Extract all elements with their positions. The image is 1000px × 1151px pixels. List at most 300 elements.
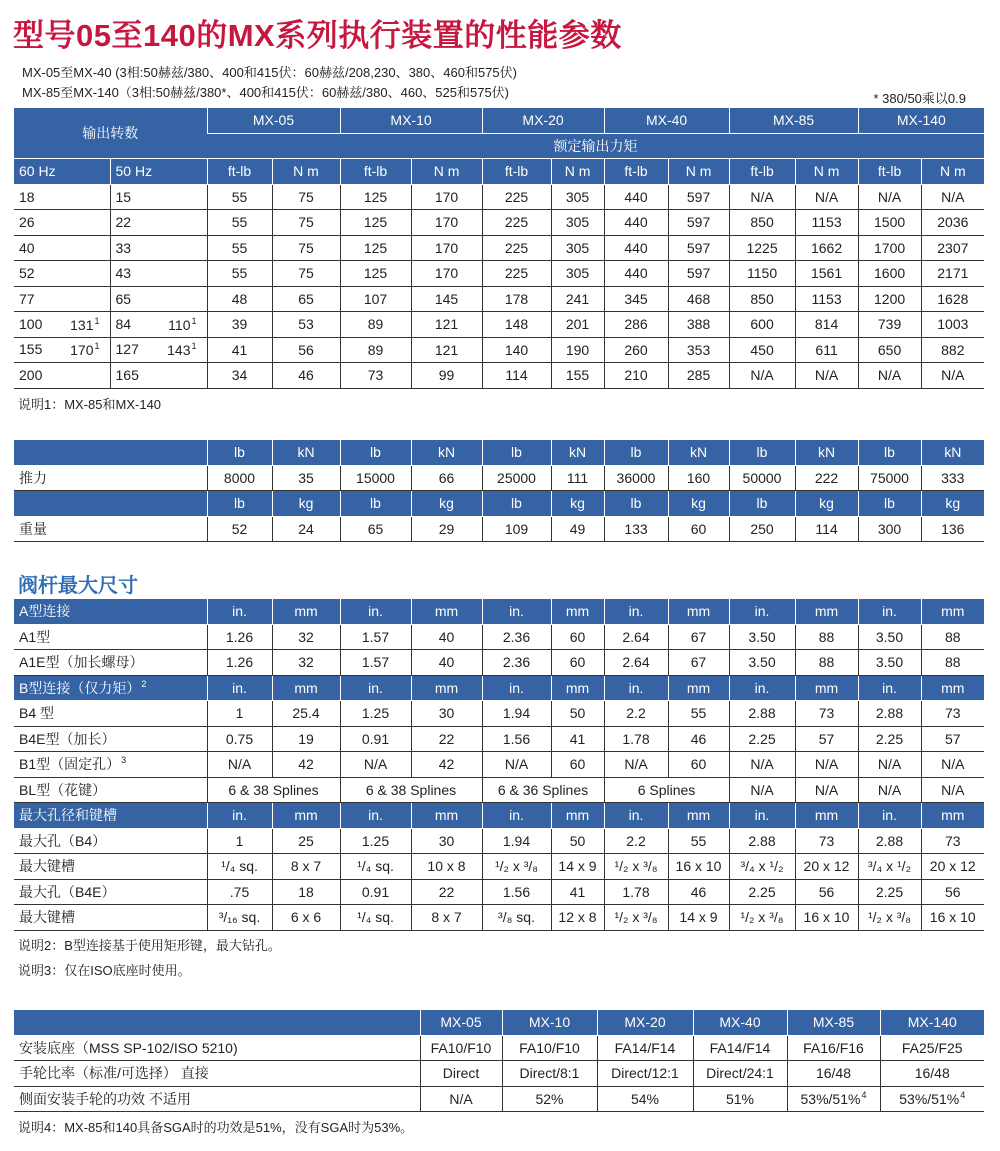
- table-cell: [787, 1035, 880, 1061]
- cell-text: mm: [434, 603, 459, 620]
- table-cell: [482, 701, 551, 727]
- row-label-cell: [14, 1035, 420, 1061]
- cell-text: 345: [624, 290, 648, 307]
- table-cell: [795, 726, 858, 752]
- table-cell: [921, 726, 984, 752]
- table-cell: [551, 235, 604, 261]
- cell-text: 39: [231, 316, 248, 333]
- table-cell: [858, 879, 921, 905]
- cell-text: 18: [298, 883, 314, 900]
- cell-text: in.: [628, 603, 644, 620]
- section-title-stem-dimensions: 阀杆最大尺寸: [18, 575, 138, 597]
- table-cell: [668, 650, 729, 676]
- cell-text: MX-85: [772, 112, 815, 129]
- table-cell: [795, 752, 858, 778]
- cell-text: 57: [944, 730, 961, 747]
- cell-text: in.: [882, 679, 897, 696]
- table-cell: [272, 286, 340, 312]
- cell-text: 40: [19, 239, 35, 256]
- cell-text: 89: [367, 316, 384, 333]
- table-cell: [272, 828, 340, 854]
- cell-text: ¹/₄ sq.: [221, 858, 258, 875]
- header-cell: [693, 1010, 787, 1035]
- table-cell: [272, 184, 340, 210]
- cell-text: 1.25: [361, 705, 390, 722]
- cell-text: lb: [234, 495, 245, 512]
- table-cell: [858, 854, 921, 880]
- table-header-row: [14, 675, 984, 701]
- cell-text: 84: [115, 315, 132, 332]
- table-cell: [921, 624, 984, 650]
- table-cell: [795, 650, 858, 676]
- cell-text: 1628: [937, 290, 969, 307]
- note-1: 说明1：MX-85和MX-140: [18, 397, 162, 412]
- table-row: [14, 337, 984, 363]
- cell-text: mm: [686, 603, 711, 620]
- header-cell: [668, 159, 729, 185]
- header-cell: [858, 491, 921, 517]
- cell-text: lb: [630, 495, 642, 512]
- cell-text: 53%/51%: [800, 1091, 861, 1108]
- header-cell: [880, 1010, 984, 1035]
- table-cell: [604, 777, 729, 803]
- table-cell: [272, 650, 340, 676]
- cell-text: 1150: [747, 265, 778, 282]
- table-cell: [729, 337, 795, 363]
- table-cell: [921, 854, 984, 880]
- header-cell: [729, 803, 795, 829]
- table-cell: [921, 312, 984, 338]
- cell-text: 170: [434, 265, 459, 282]
- table-cell: [729, 726, 795, 752]
- cell-text: 114: [815, 520, 838, 537]
- header-cell: [411, 675, 482, 701]
- cell-text: ¹/₂ x ³/₈: [494, 858, 539, 875]
- header-cell: [272, 803, 340, 829]
- cell-text: 353: [686, 341, 711, 358]
- cell-text: 600: [750, 316, 774, 333]
- cell-text: ft-lb: [624, 163, 648, 180]
- cell-text: 114: [505, 367, 528, 384]
- table-cell: [921, 210, 984, 236]
- cell-text: kg: [819, 495, 834, 512]
- cell-text: 450: [750, 341, 774, 358]
- footnote-marker: 1: [94, 315, 100, 326]
- header-cell: [340, 108, 482, 133]
- alt-speed-value: [167, 341, 196, 358]
- header-cell: [272, 599, 340, 624]
- table-cell: [420, 1086, 502, 1112]
- alt-speed-value: [70, 341, 99, 358]
- header-cell: [604, 491, 668, 517]
- table-cell: [340, 363, 411, 389]
- table-row: [14, 1061, 984, 1087]
- cell-text: N/A: [941, 781, 965, 798]
- table-cell: [272, 854, 340, 880]
- table-cell: [482, 752, 551, 778]
- table-cell: [411, 905, 482, 931]
- header-cell: [14, 599, 207, 624]
- cell-text: N/A: [814, 188, 839, 205]
- cell-text: 12 x 8: [558, 909, 597, 926]
- table-cell: [604, 752, 668, 778]
- cell-text: 33: [115, 239, 132, 256]
- table-cell: [795, 235, 858, 261]
- table-cell: [411, 701, 482, 727]
- table-cell: [551, 337, 604, 363]
- cell-text: 2.25: [748, 883, 776, 900]
- cell-text: 55: [231, 265, 248, 282]
- header-cell: [787, 1010, 880, 1035]
- cell-text: 75: [298, 214, 314, 231]
- cell-text: in.: [232, 603, 247, 620]
- cell-text: N/A: [750, 781, 774, 798]
- table-row: [14, 726, 984, 752]
- table-cell: [668, 465, 729, 491]
- table-cell: [668, 726, 729, 752]
- table-cell: [502, 1061, 597, 1087]
- table-cell: [858, 777, 921, 803]
- cell-text: N/A: [814, 367, 839, 384]
- cell-text: mm: [941, 603, 965, 620]
- cell-text: 127: [115, 341, 139, 358]
- cell-text: 121: [434, 341, 459, 358]
- voltage-footnote: * 380/50乘以0.9: [873, 91, 966, 106]
- header-cell: [340, 440, 411, 465]
- table-header-row: [14, 491, 984, 517]
- note-2: 说明2：B型连接基于使用矩形键，最大钻孔。: [18, 938, 281, 953]
- thrust-weight-table: [14, 440, 984, 542]
- cell-text: 51%: [725, 1090, 755, 1107]
- table-cell: [207, 854, 272, 880]
- header-cell: [411, 440, 482, 465]
- cell-text: 260: [624, 341, 648, 358]
- cell-text: 170: [434, 214, 459, 231]
- header-cell: [921, 440, 984, 465]
- table-cell: [858, 465, 921, 491]
- cell-text: kg: [298, 495, 314, 512]
- cell-text: 55: [690, 832, 707, 849]
- table-cell: [482, 905, 551, 931]
- table-cell: [411, 516, 482, 542]
- cell-text: in.: [232, 807, 247, 824]
- cell-text: 54%: [630, 1090, 660, 1107]
- cell-text: 42: [438, 756, 455, 773]
- cell-text: 6 & 36 Splines: [497, 781, 589, 798]
- cell-text: B4E型（加长）: [19, 730, 116, 747]
- alt-speed-text: 143: [167, 342, 191, 359]
- cell-text: 46: [690, 883, 707, 900]
- header-cell: [729, 599, 795, 624]
- cell-text: mm: [814, 603, 839, 620]
- cell-text: 41: [569, 883, 586, 900]
- table-cell: [340, 905, 411, 931]
- footnote-marker: 1: [191, 341, 197, 352]
- table-cell: [482, 286, 551, 312]
- table-cell: [729, 828, 795, 854]
- cell-text: mm: [565, 603, 590, 620]
- table-row: [14, 184, 984, 210]
- table-cell: [502, 1086, 597, 1112]
- cell-text: 300: [877, 520, 902, 537]
- table-cell: [858, 184, 921, 210]
- table-cell: [604, 363, 668, 389]
- table-cell: [207, 752, 272, 778]
- table-row: [14, 1086, 984, 1112]
- cell-text: lb: [370, 495, 381, 512]
- cell-text: 75: [298, 239, 314, 256]
- cell-text: kN: [437, 444, 456, 461]
- table-cell: [921, 905, 984, 931]
- table-cell: [411, 465, 482, 491]
- cell-text: 57: [818, 730, 835, 747]
- table-cell: [693, 1061, 787, 1087]
- table-cell: [272, 235, 340, 261]
- cell-text: 16 x 10: [675, 858, 722, 875]
- cell-text: 40: [438, 628, 455, 645]
- header-cell: [272, 440, 340, 465]
- table-cell: [207, 261, 272, 287]
- table-cell: [858, 624, 921, 650]
- cell-text: 2.2: [626, 705, 646, 722]
- header-cell: [110, 159, 207, 185]
- cell-text: 850: [750, 214, 774, 231]
- cell-text: 178: [504, 290, 529, 307]
- footnote-marker: 2: [141, 678, 147, 689]
- row-label-cell: [14, 752, 207, 778]
- table-cell: [795, 516, 858, 542]
- table-cell: [795, 184, 858, 210]
- table-cell: [207, 905, 272, 931]
- row-label-cell: [14, 363, 110, 389]
- table-cell: [272, 905, 340, 931]
- header-cell: [858, 159, 921, 185]
- cell-text: FA10/F10: [430, 1039, 492, 1056]
- cell-text: 3.50: [748, 654, 776, 671]
- cell-text: 6 Splines: [637, 781, 696, 798]
- cell-text: 30: [438, 832, 455, 849]
- table-cell: [604, 624, 668, 650]
- cell-text: 50 Hz: [115, 163, 153, 180]
- footnote-marker: 1: [94, 341, 100, 352]
- row-label-cell: [14, 312, 110, 338]
- table-cell: [411, 752, 482, 778]
- cell-text: 66: [438, 469, 455, 486]
- table-row: [14, 650, 984, 676]
- cell-text: 333: [941, 469, 965, 486]
- table-cell: [604, 828, 668, 854]
- cell-text: 53: [298, 316, 314, 333]
- cell-text: N/A: [941, 756, 965, 773]
- header-cell: [604, 675, 668, 701]
- table-cell: [551, 624, 604, 650]
- table-cell: [207, 879, 272, 905]
- header-cell: [795, 675, 858, 701]
- table-cell: [668, 624, 729, 650]
- cell-text: 250: [750, 520, 774, 537]
- cell-text: 67: [690, 628, 707, 645]
- header-cell: [207, 675, 272, 701]
- row-label-cell: [14, 1086, 420, 1112]
- table-cell: [411, 184, 482, 210]
- table-cell: [858, 312, 921, 338]
- table-cell: [272, 312, 340, 338]
- table-cell: [482, 465, 551, 491]
- table-cell: [729, 650, 795, 676]
- cell-text: 1.26: [225, 628, 254, 645]
- table-cell: [110, 184, 207, 210]
- table-cell: [411, 828, 482, 854]
- header-cell: [411, 159, 482, 185]
- cell-text: lb: [234, 444, 245, 461]
- cell-text: 最大孔（B4E）: [19, 883, 116, 900]
- table-cell: [921, 261, 984, 287]
- cell-text: B1型（固定孔）: [19, 756, 121, 773]
- table-cell: [604, 650, 668, 676]
- cell-text: kN: [297, 444, 315, 461]
- table-cell: [921, 828, 984, 854]
- cell-text: 225: [504, 188, 529, 205]
- cell-text: B型连接（仅力矩）: [19, 679, 141, 696]
- cell-text: 6 & 38 Splines: [365, 781, 457, 798]
- cell-text: 75000: [870, 469, 909, 486]
- cell-text: FA16/F16: [803, 1039, 864, 1056]
- table-cell: [858, 286, 921, 312]
- cell-text: 225: [504, 214, 529, 231]
- table-row: [14, 879, 984, 905]
- header-cell: [207, 803, 272, 829]
- cell-text: 125: [363, 265, 388, 282]
- header-cell: [858, 599, 921, 624]
- header-cell: [207, 108, 340, 133]
- table-cell: [482, 624, 551, 650]
- cell-text: 29: [438, 520, 455, 537]
- table-cell: [551, 184, 604, 210]
- cell-text: 48: [231, 290, 248, 307]
- table-cell: [858, 337, 921, 363]
- table-cell: [482, 184, 551, 210]
- cell-text: N/A: [750, 188, 774, 205]
- cell-text: mm: [814, 807, 839, 824]
- cell-text: mm: [686, 807, 711, 824]
- cell-text: ft-lb: [363, 163, 388, 180]
- cell-text: 650: [877, 341, 902, 358]
- header-cell: [207, 440, 272, 465]
- table-cell: [858, 828, 921, 854]
- table-cell: [551, 286, 604, 312]
- torque-table: [14, 108, 984, 389]
- header-cell: [272, 675, 340, 701]
- cell-text: MX-05: [440, 1014, 482, 1031]
- header-cell: [14, 1010, 420, 1035]
- cell-text: 推力: [19, 469, 47, 486]
- table-cell: [110, 363, 207, 389]
- header-cell: [411, 803, 482, 829]
- table-header-row: [14, 440, 984, 465]
- table-cell: [340, 465, 411, 491]
- cell-text: ³/₄ x ¹/₂: [867, 858, 912, 875]
- table-cell: [482, 726, 551, 752]
- cell-text: 201: [565, 316, 590, 333]
- table-cell: [668, 701, 729, 727]
- table-cell: [795, 337, 858, 363]
- table-cell: [340, 261, 411, 287]
- table-cell: [858, 726, 921, 752]
- table-cell: [921, 777, 984, 803]
- cell-text: FA10/F10: [519, 1039, 580, 1056]
- cell-text: in.: [232, 679, 247, 696]
- cell-text: in.: [754, 603, 770, 620]
- table-cell: [207, 465, 272, 491]
- header-cell: [729, 491, 795, 517]
- cell-text: 2036: [937, 214, 969, 231]
- cell-text: 42: [298, 756, 314, 773]
- table-cell: [110, 210, 207, 236]
- table-cell: [921, 235, 984, 261]
- cell-text: N/A: [750, 367, 774, 384]
- cell-text: N/A: [750, 756, 774, 773]
- cell-text: 739: [877, 316, 902, 333]
- cell-text: 89: [367, 341, 384, 358]
- table-cell: [207, 286, 272, 312]
- table-cell: [729, 752, 795, 778]
- table-cell: [604, 337, 668, 363]
- cell-text: 2.64: [622, 654, 650, 671]
- cell-text: N/A: [877, 367, 902, 384]
- table-cell: [795, 261, 858, 287]
- header-cell: [858, 803, 921, 829]
- cell-text: kg: [439, 495, 454, 512]
- header-cell: [604, 159, 668, 185]
- cell-text: kg: [691, 495, 706, 512]
- row-label-cell: [14, 624, 207, 650]
- table-cell: [207, 516, 272, 542]
- cell-text: 440: [624, 239, 648, 256]
- cell-text: 46: [690, 730, 707, 747]
- header-cell: [921, 491, 984, 517]
- header-cell: [668, 440, 729, 465]
- cell-text: N m: [685, 163, 712, 180]
- table-cell: [795, 286, 858, 312]
- table-row: [14, 312, 984, 338]
- table-header-row: [14, 108, 984, 133]
- cell-text: 8 x 7: [290, 858, 322, 875]
- header-cell: [921, 803, 984, 829]
- header-cell: [551, 675, 604, 701]
- header-cell: [207, 133, 984, 159]
- cell-text: 22: [438, 730, 455, 747]
- cell-text: 3.50: [875, 654, 904, 671]
- cell-text: 55: [231, 188, 248, 205]
- table-cell: [668, 286, 729, 312]
- alt-speed-value: [70, 316, 99, 333]
- cell-text: 60: [569, 628, 586, 645]
- row-label-cell: [14, 286, 110, 312]
- cell-text: 225: [504, 239, 529, 256]
- table-cell: [729, 516, 795, 542]
- table-cell: [551, 905, 604, 931]
- cell-text: 34: [231, 367, 248, 384]
- cell-text: N/A: [363, 756, 388, 773]
- table-cell: [551, 828, 604, 854]
- table-cell: [207, 312, 272, 338]
- header-cell: [502, 1010, 597, 1035]
- cell-text: 52: [231, 520, 248, 537]
- header-cell: [921, 599, 984, 624]
- cell-text: FA14/F14: [614, 1039, 676, 1056]
- header-cell: [482, 440, 551, 465]
- cell-text: ¹/₂ x ³/₈: [614, 909, 658, 926]
